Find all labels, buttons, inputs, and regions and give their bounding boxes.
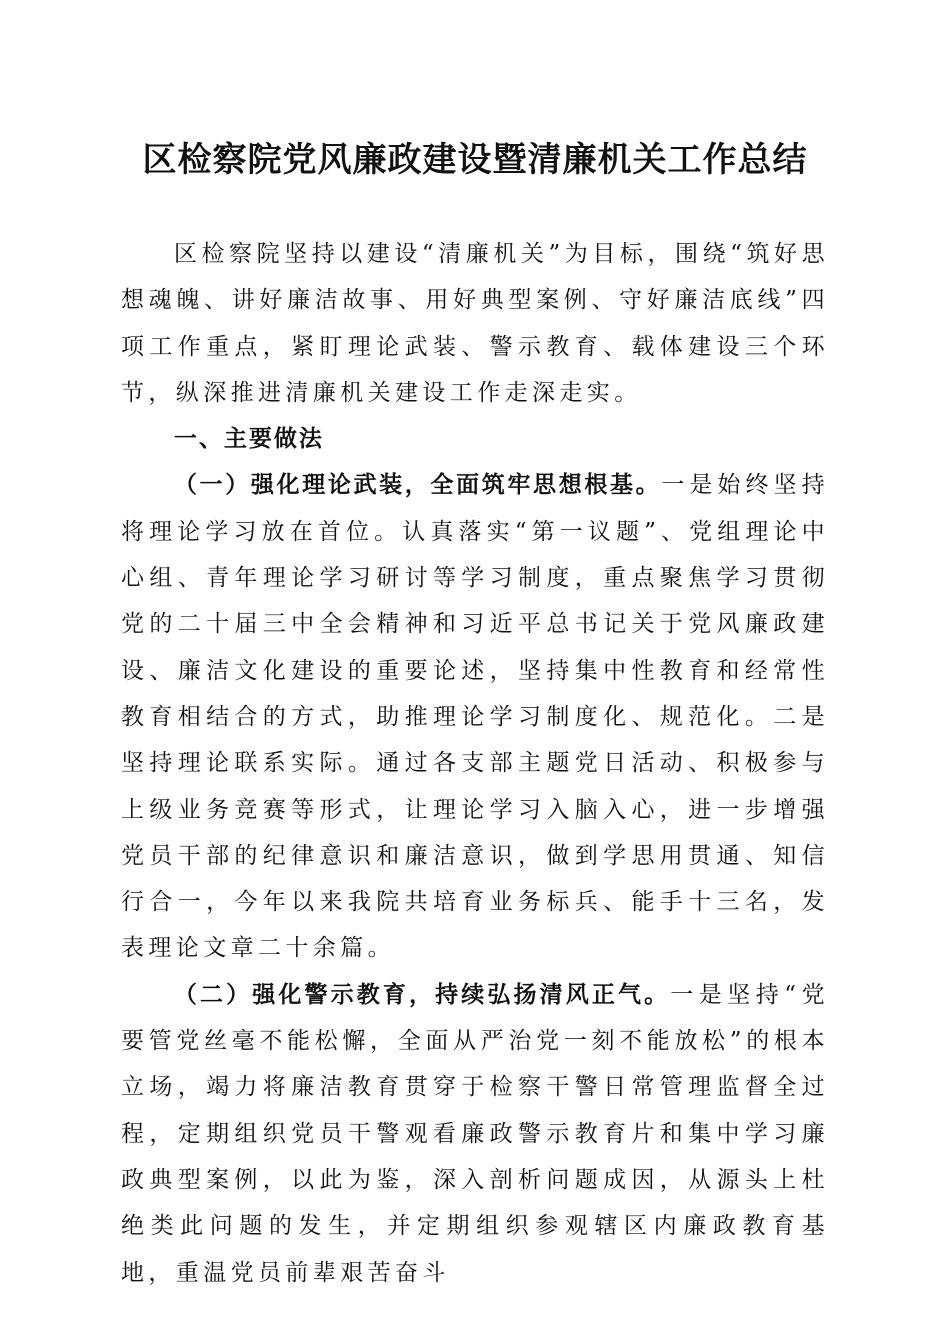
intro-paragraph: 区检察院坚持以建设“清廉机关”为目标，围绕“筑好思想魂魄、讲好廉洁故事、用好典型案例、守好廉洁底线”四项工作重点，紧盯理论武装、警示教育、载体建设三个环节，纵深推进清廉机关建设工作走深走实。: [121, 241, 829, 406]
paragraph-theory-text: 一是始终坚持将理论学习放在首位。认真落实“第一议题”、党组理论中心组、青年理论学习研讨等学习制度，重点聚焦学习贯彻党的二十届三中全会精神和习近平总书记关于党风廉政建设、廉洁文化建设的重要论述，坚持集中性教育和经常性教育相结合的方式，助推理论学习制度化、规范化。二是坚持理论联系实际。通过各支部主题党日活动、积极参与上级业务竞赛等形式，让理论学习入脑入心，进一步增强党员干部的纪律意识和廉洁意识，做到学思用贯通、知信行合一，今年以来我院共培育业务标兵、能手十三名，发表理论文章二十余篇。: [121, 472, 829, 962]
paragraph-warning-education: [121, 972, 829, 1296]
subheading-warning-education: （二）强化警示教育，持续弘扬清风正气。: [173, 981, 671, 1008]
paragraph-warning-education-text: 一是坚持“党要管党丝毫不能松懈，全面从严治党一刻不能放松”的根本立场，竭力将廉洁教育贯穿于检察干警日常管理监督全过程，定期组织党员干警观看廉政警示教育片和集中学习廉政典型案例，以此为鉴，深入剖析问题成因，从源头上杜绝类此问题的发生，并定期组织参观辖区内廉政教育基地，重温党员前辈艰苦奋斗: [121, 981, 829, 1286]
subheading-theory: （一）强化理论武装，全面筑牢思想根基。: [173, 472, 662, 499]
section-heading-main-practices: 一、主要做法: [173, 426, 324, 453]
paragraph-theory: [121, 462, 829, 971]
document-title: 区检察院党风廉政建设暨清廉机关工作总结: [142, 140, 808, 180]
document-body: [121, 231, 829, 1296]
